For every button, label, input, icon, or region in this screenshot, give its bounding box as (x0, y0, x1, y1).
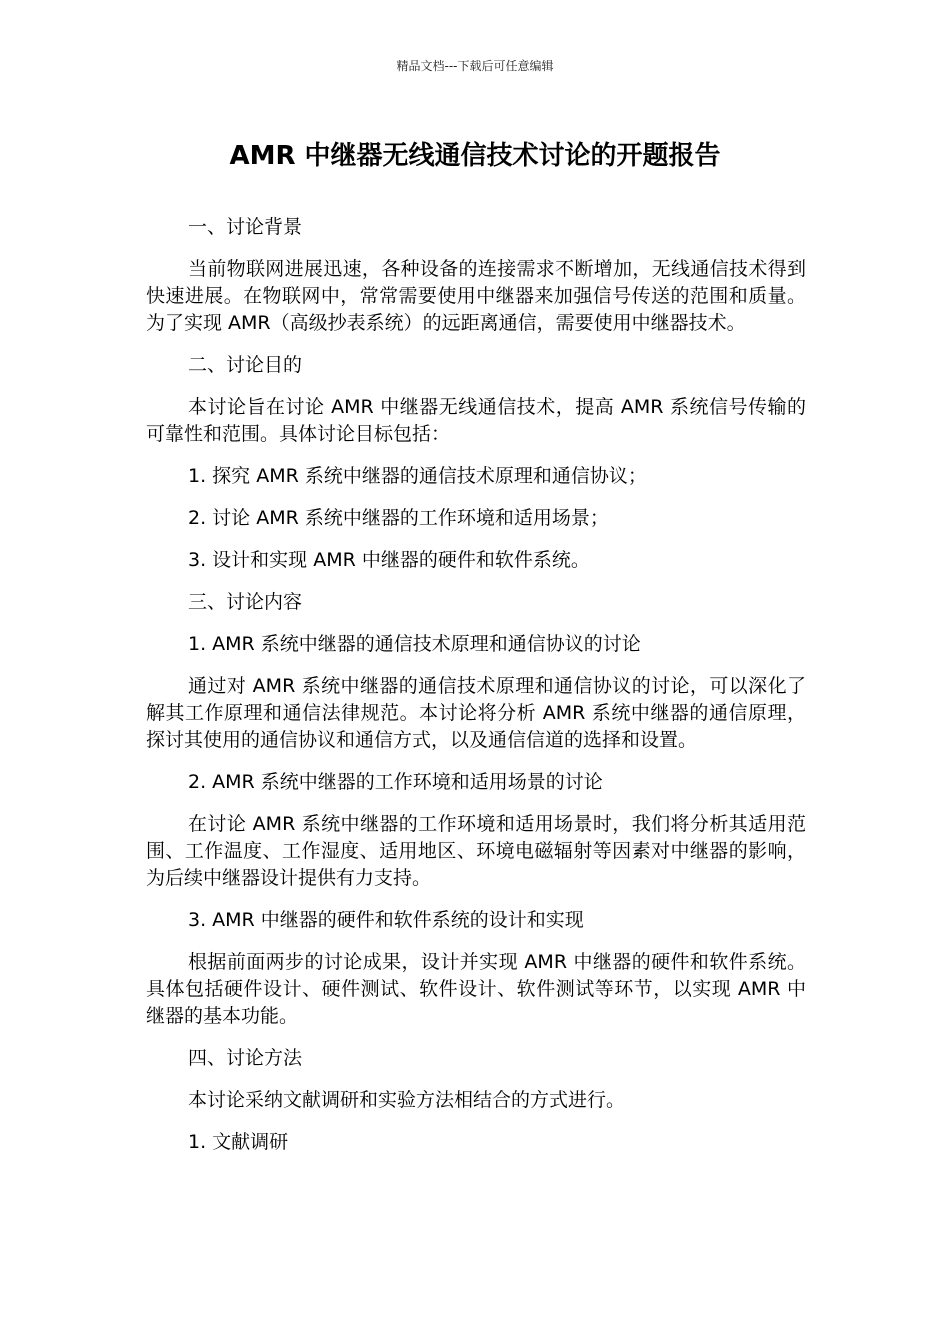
spacer (146, 532, 806, 547)
spacer (146, 658, 806, 673)
spacer (146, 934, 806, 949)
spacer (146, 337, 806, 352)
subheading-method-1: 1. 文献调研 (188, 1131, 289, 1153)
paragraph-content-3: 根据前面两步的讨论成果，设计并实现 AMR 中继器的硬件和软件系统。具体包括硬件设计、硬件测试、软件设计、软件测试等环节，以实现 AMR 中继器的基本功能。 (146, 951, 806, 1027)
subheading-content-3: 3. AMR 中继器的硬件和软件系统的设计和实现 (188, 909, 584, 931)
document-body (146, 214, 806, 1156)
spacer (146, 1072, 806, 1087)
paragraph-method: 本讨论采纳文献调研和实验方法相结合的方式进行。 (188, 1089, 626, 1111)
spacer (146, 892, 806, 907)
spacer (146, 1030, 806, 1045)
spacer (146, 1114, 806, 1129)
spacer (146, 448, 806, 463)
section-heading-background: 一、讨论背景 (188, 216, 303, 238)
paragraph-background: 当前物联网进展迅速，各种设备的连接需求不断增加，无线通信技术得到快速进展。在物联网中，常常需要使用中继器来加强信号传送的范围和质量。为了实现 AMR（高级抄表系统）的远距离通信，需要使用中继器技术。 (146, 258, 806, 334)
goal-item-2: 2. 讨论 AMR 系统中继器的工作环境和适用场景； (188, 507, 609, 529)
spacer (146, 754, 806, 769)
spacer (146, 616, 806, 631)
paragraph-purpose: 本讨论旨在讨论 AMR 中继器无线通信技术，提高 AMR 系统信号传输的可靠性和范围。具体讨论目标包括： (146, 396, 806, 445)
section-heading-method: 四、讨论方法 (188, 1047, 303, 1069)
spacer (146, 796, 806, 811)
spacer (146, 490, 806, 505)
section-heading-content: 三、讨论内容 (188, 591, 303, 613)
paragraph-content-2: 在讨论 AMR 系统中继器的工作环境和适用场景时，我们将分析其适用范围、工作温度、工作湿度、适用地区、环境电磁辐射等因素对中继器的影响，为后续中继器设计提供有力支持。 (146, 813, 806, 889)
goal-item-3: 3. 设计和实现 AMR 中继器的硬件和软件系统。 (188, 549, 590, 571)
spacer (146, 241, 806, 256)
document-title: AMR 中继器无线通信技术讨论的开题报告 (229, 141, 721, 171)
subheading-content-1: 1. AMR 系统中继器的通信技术原理和通信协议的讨论 (188, 633, 641, 655)
section-heading-purpose: 二、讨论目的 (188, 354, 303, 376)
spacer (146, 574, 806, 589)
paragraph-content-1: 通过对 AMR 系统中继器的通信技术原理和通信协议的讨论，可以深化了解其工作原理和通信法律规范。本讨论将分析 AMR 系统中继器的通信原理，探讨其使用的通信协议和通信方式，以及通信信道的选择和设置。 (146, 675, 806, 751)
subheading-content-2: 2. AMR 系统中继器的工作环境和适用场景的讨论 (188, 771, 603, 793)
spacer (146, 379, 806, 394)
goal-item-1: 1. 探究 AMR 系统中继器的通信技术原理和通信协议； (188, 465, 647, 487)
page-header: 精品文档---下载后可任意编辑 (396, 59, 554, 73)
